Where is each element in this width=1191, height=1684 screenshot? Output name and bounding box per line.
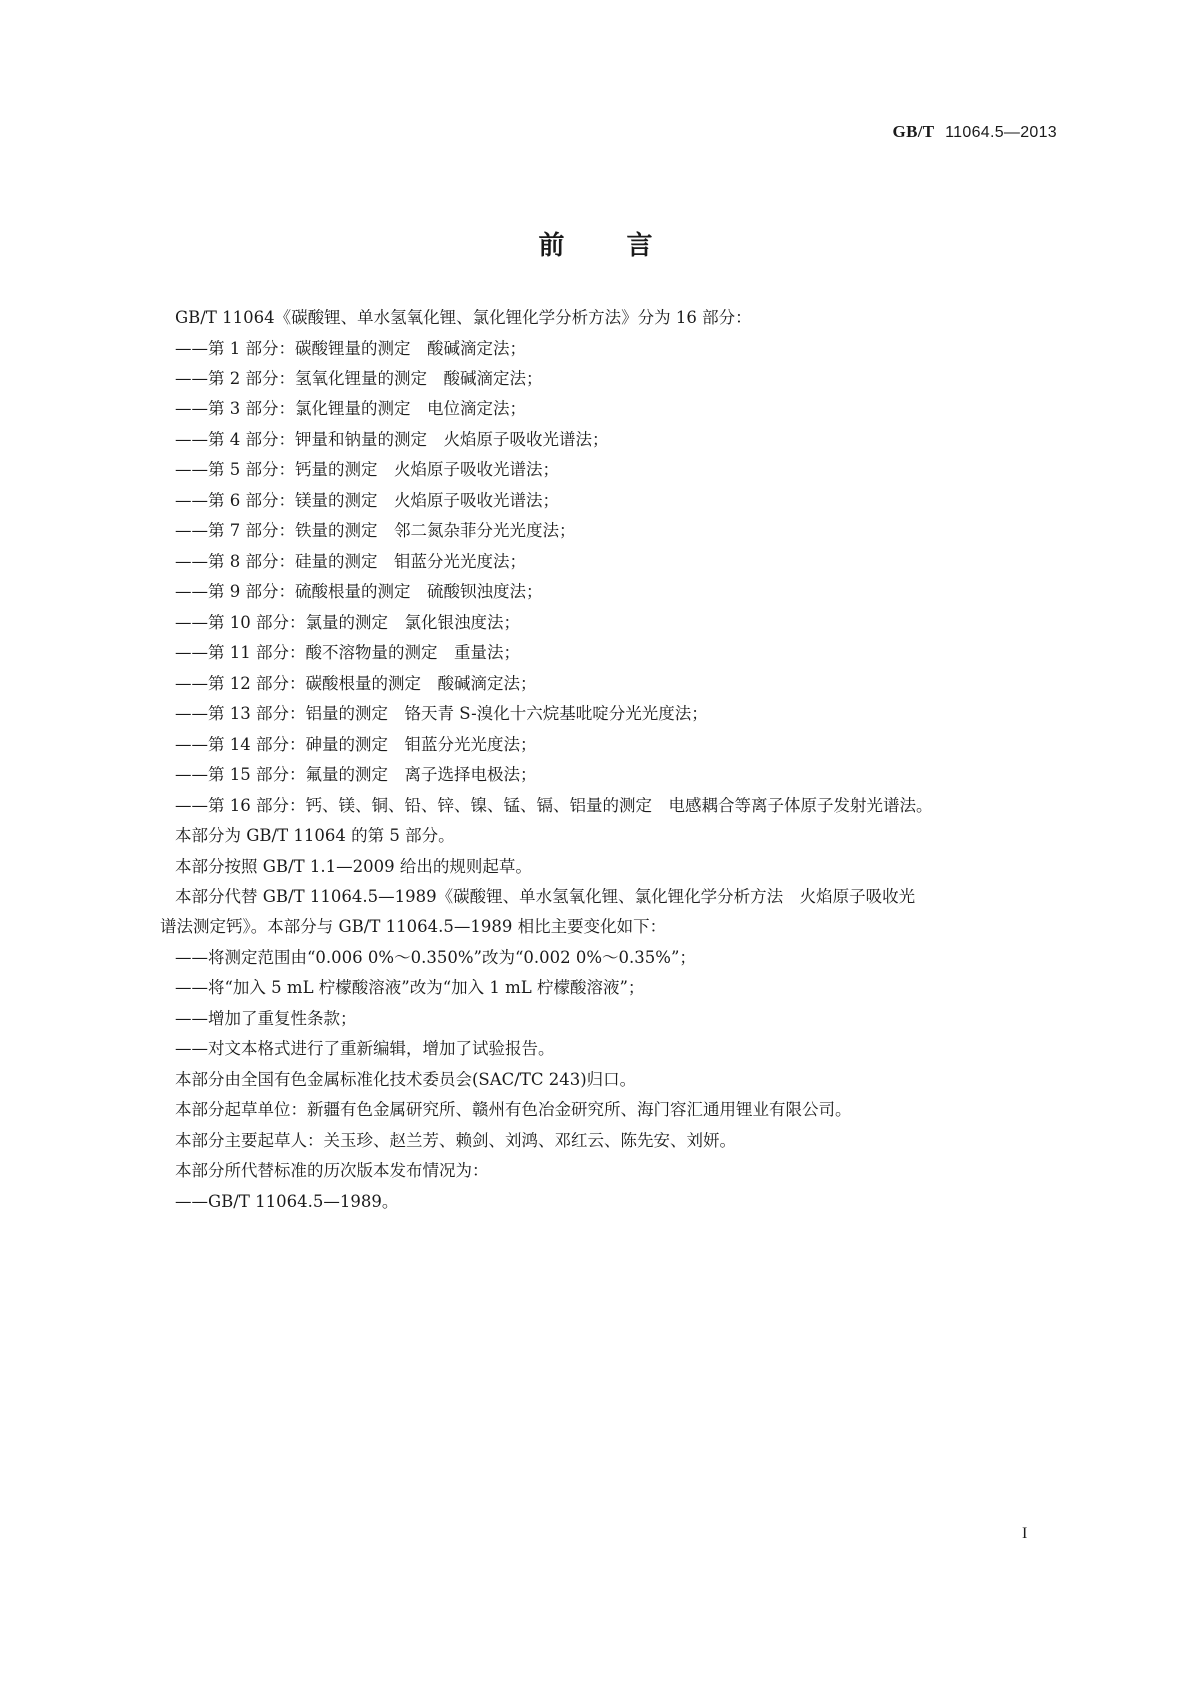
- part-list-item: ——第 3 部分：氯化锂量的测定 电位滴定法；: [175, 399, 526, 418]
- part-list-item: ——第 10 部分：氯量的测定 氯化银浊度法；: [175, 613, 520, 632]
- history-intro: 本部分所代替标准的历次版本发布情况为：: [175, 1161, 489, 1180]
- part-list-item: ——第 1 部分：碳酸锂量的测定 酸碱滴定法；: [175, 339, 526, 358]
- change-list-item: ——增加了重复性条款；: [175, 1009, 357, 1028]
- part-list-item: ——第 15 部分：氟量的测定 离子选择电极法；: [175, 765, 537, 784]
- standard-code-header: [893, 122, 1057, 142]
- part-list-item: ——第 12 部分：碳酸根量的测定 酸碱滴定法；: [175, 674, 537, 693]
- replaces-statement-line-1: 本部分代替 GB/T 11064.5—1989《碳酸锂、单水氢氧化锂、氯化锂化学分析方法 火焰原子吸收光: [175, 887, 916, 906]
- drafting-rules-statement: 本部分按照 GB/T 1.1—2009 给出的规则起草。: [175, 857, 532, 876]
- part-list-item: ——第 8 部分：硅量的测定 钼蓝分光光度法；: [175, 552, 526, 571]
- change-list-item: ——将“加入 5 mL 柠檬酸溶液”改为“加入 1 mL 柠檬酸溶液”；: [175, 978, 645, 997]
- drafters-statement: 本部分主要起草人：关玉珍、赵兰芳、赖剑、刘鸿、邓红云、陈先安、刘妍。: [175, 1131, 736, 1150]
- change-list-item: ——对文本格式进行了重新编辑，增加了试验报告。: [175, 1039, 555, 1058]
- page-number: I: [1022, 1525, 1028, 1542]
- part-list-item: ——第 16 部分：钙、镁、铜、铅、锌、镍、锰、镉、铝量的测定 电感耦合等离子体原子发射光谱法。: [175, 796, 933, 815]
- intro-paragraph: GB/T 11064《碳酸锂、单水氢氧化锂、氯化锂化学分析方法》分为 16 部分：: [175, 308, 752, 327]
- part-list-item: ——第 14 部分：砷量的测定 钼蓝分光光度法；: [175, 735, 537, 754]
- part-list-item: ——第 2 部分：氢氧化锂量的测定 酸碱滴定法；: [175, 369, 543, 388]
- part-list-item: ——第 6 部分：镁量的测定 火焰原子吸收光谱法；: [175, 491, 559, 510]
- standard-number: 11064.5—2013: [945, 124, 1057, 141]
- page-title: [0, 225, 1191, 262]
- part-list-item: ——第 9 部分：硫酸根量的测定 硫酸钡浊度法；: [175, 582, 543, 601]
- this-part-statement: 本部分为 GB/T 11064 的第 5 部分。: [175, 826, 455, 845]
- part-list-item: ——第 5 部分：钙量的测定 火焰原子吸收光谱法；: [175, 460, 559, 479]
- standard-prefix: GB/T: [892, 122, 935, 141]
- history-list-item: ——GB/T 11064.5—1989。: [175, 1192, 399, 1211]
- part-list-item: ——第 4 部分：钾量和钠量的测定 火焰原子吸收光谱法；: [175, 430, 609, 449]
- committee-statement: 本部分由全国有色金属标准化技术委员会(SAC/TC 243)归口。: [175, 1070, 637, 1089]
- part-list-item: ——第 11 部分：酸不溶物量的测定 重量法；: [175, 643, 520, 662]
- part-list-item: ——第 13 部分：铝量的测定 铬天青 S-溴化十六烷基吡啶分光光度法；: [175, 704, 708, 723]
- part-list-item: ——第 7 部分：铁量的测定 邻二氮杂菲分光光度法；: [175, 521, 576, 540]
- title-char-2: 言: [626, 231, 653, 261]
- change-list-item: ——将测定范围由“0.006 0%～0.350%”改为“0.002 0%～0.35%”；: [175, 948, 696, 967]
- replaces-statement-line-2: 谱法测定钙》。本部分与 GB/T 11064.5—1989 相比主要变化如下：: [160, 917, 667, 936]
- title-char-1: 前: [538, 231, 565, 261]
- drafting-units-statement: 本部分起草单位：新疆有色金属研究所、赣州有色冶金研究所、海门容汇通用锂业有限公司。: [175, 1100, 852, 1119]
